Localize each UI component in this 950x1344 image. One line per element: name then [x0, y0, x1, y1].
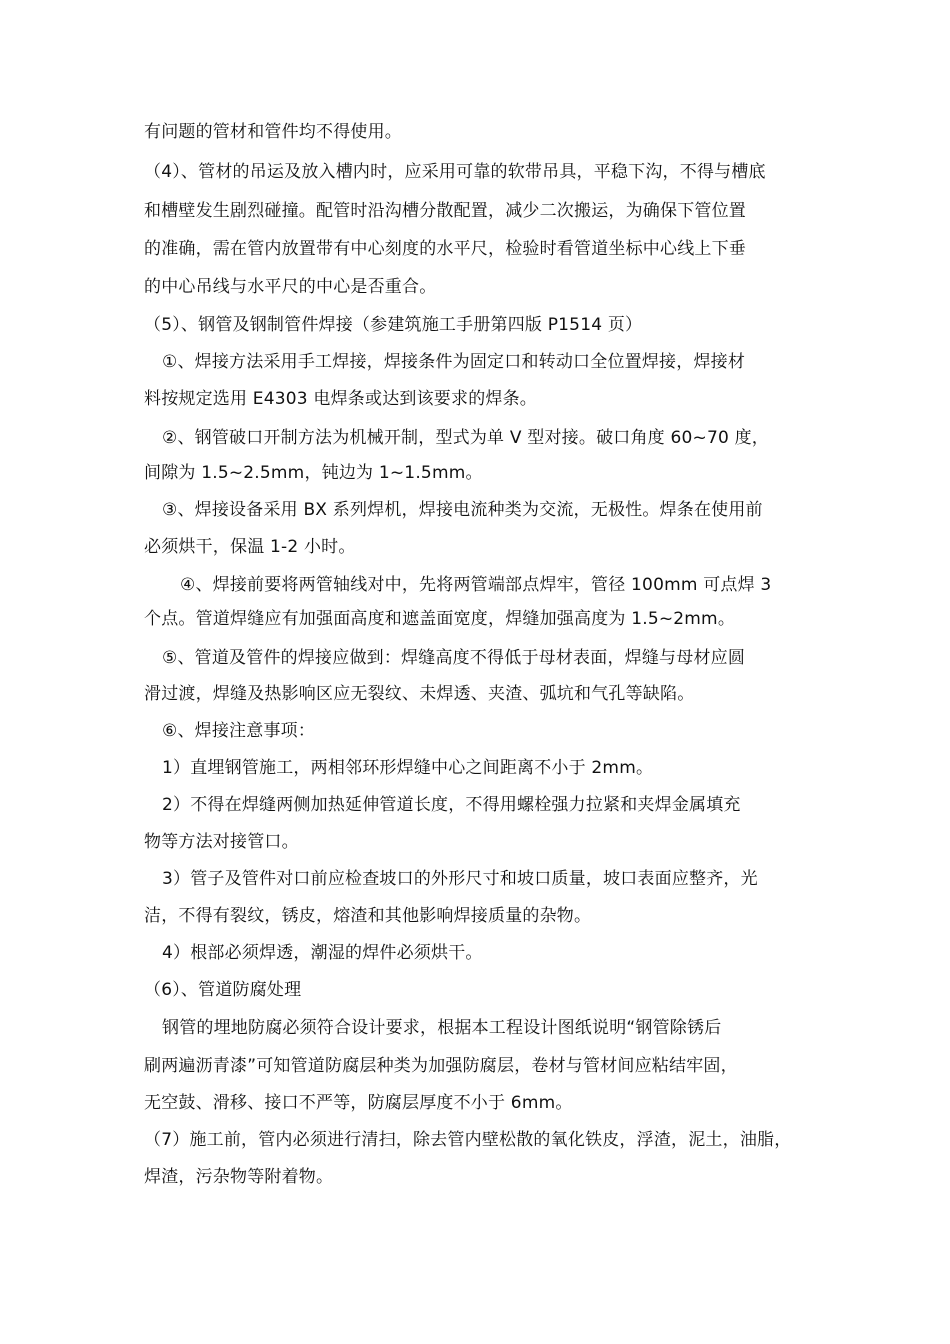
list-item: 1）直埋钢管施工，两相邻环形焊缝中心之间距离不小于 2mm。	[162, 758, 654, 778]
text-line: 无空鼓、滑移、接口不严等，防腐层厚度不小于 6mm。	[144, 1093, 573, 1113]
list-item: 2）不得在焊缝两侧加热延伸管道长度，不得用螺栓强力拉紧和夹焊金属填充	[162, 795, 741, 815]
text-line: ③、焊接设备采用 BX 系列焊机，焊接电流种类为交流，无极性。焊条在使用前	[162, 500, 763, 520]
list-item: 4）根部必须焊透，潮湿的焊件必须烘干。	[162, 943, 483, 963]
text-line: （4）、管材的吊运及放入槽内时，应采用可靠的软带吊具，平稳下沟，不得与槽底	[144, 162, 766, 182]
text-line: 刷两遍沥青漆”可知管道防腐层种类为加强防腐层，卷材与管材间应粘结牢固，	[144, 1056, 738, 1076]
text-line: 物等方法对接管口。	[144, 832, 299, 852]
text-line: 滑过渡，焊缝及热影响区应无裂纹、未焊透、夹渣、弧坑和气孔等缺陷。	[144, 684, 695, 704]
text-line: 的中心吊线与水平尺的中心是否重合。	[144, 277, 437, 297]
text-line: 料按规定选用 E4303 电焊条或达到该要求的焊条。	[144, 389, 538, 409]
text-line: 洁，不得有裂纹，锈皮，熔渣和其他影响焊接质量的杂物。	[144, 906, 592, 926]
text-line: 的准确，需在管内放置带有中心刻度的水平尺，检验时看管道坐标中心线上下垂	[144, 239, 746, 259]
text-line: ②、钢管破口开制方法为机械开制，型式为单 V 型对接。破口角度 60~70 度，	[162, 428, 769, 448]
text-line: 个点。管道焊缝应有加强面高度和遮盖面宽度，焊缝加强高度为 1.5~2mm。	[144, 609, 736, 629]
section-heading-6: （6）、管道防腐处理	[144, 980, 302, 1000]
text-line: 必须烘干，保温 1-2 小时。	[144, 537, 356, 557]
list-item: 3）管子及管件对口前应检查坡口的外形尺寸和坡口质量，坡口表面应整齐，光	[162, 869, 758, 889]
text-line: 焊渣，污杂物等附着物。	[144, 1167, 334, 1187]
text-line: 有问题的管材和管件均不得使用。	[144, 122, 402, 142]
text-line: ④、焊接前要将两管轴线对中，先将两管端部点焊牢，管径 100mm 可点焊 3	[180, 575, 772, 595]
text-line: 钢管的埋地防腐必须符合设计要求，根据本工程设计图纸说明“钢管除锈后	[162, 1018, 722, 1038]
text-line: ①、焊接方法采用手工焊接，焊接条件为固定口和转动口全位置焊接，焊接材	[162, 352, 746, 372]
text-line: 和槽壁发生剧烈碰撞。配管时沿沟槽分散配置，减少二次搬运，为确保下管位置	[144, 201, 746, 221]
text-line: ⑤、管道及管件的焊接应做到：焊缝高度不得低于母材表面，焊缝与母材应圆	[162, 648, 746, 668]
section-heading-7: （7）施工前，管内必须进行清扫，除去管内壁松散的氧化铁皮，浮渣，泥土，油脂，	[144, 1130, 792, 1150]
text-line: 间隙为 1.5~2.5mm，钝边为 1~1.5mm。	[144, 463, 483, 483]
text-line: ⑥、焊接注意事项：	[162, 721, 316, 741]
section-heading-5: （5）、钢管及钢制管件焊接（参建筑施工手册第四版 P1514 页）	[144, 315, 643, 335]
